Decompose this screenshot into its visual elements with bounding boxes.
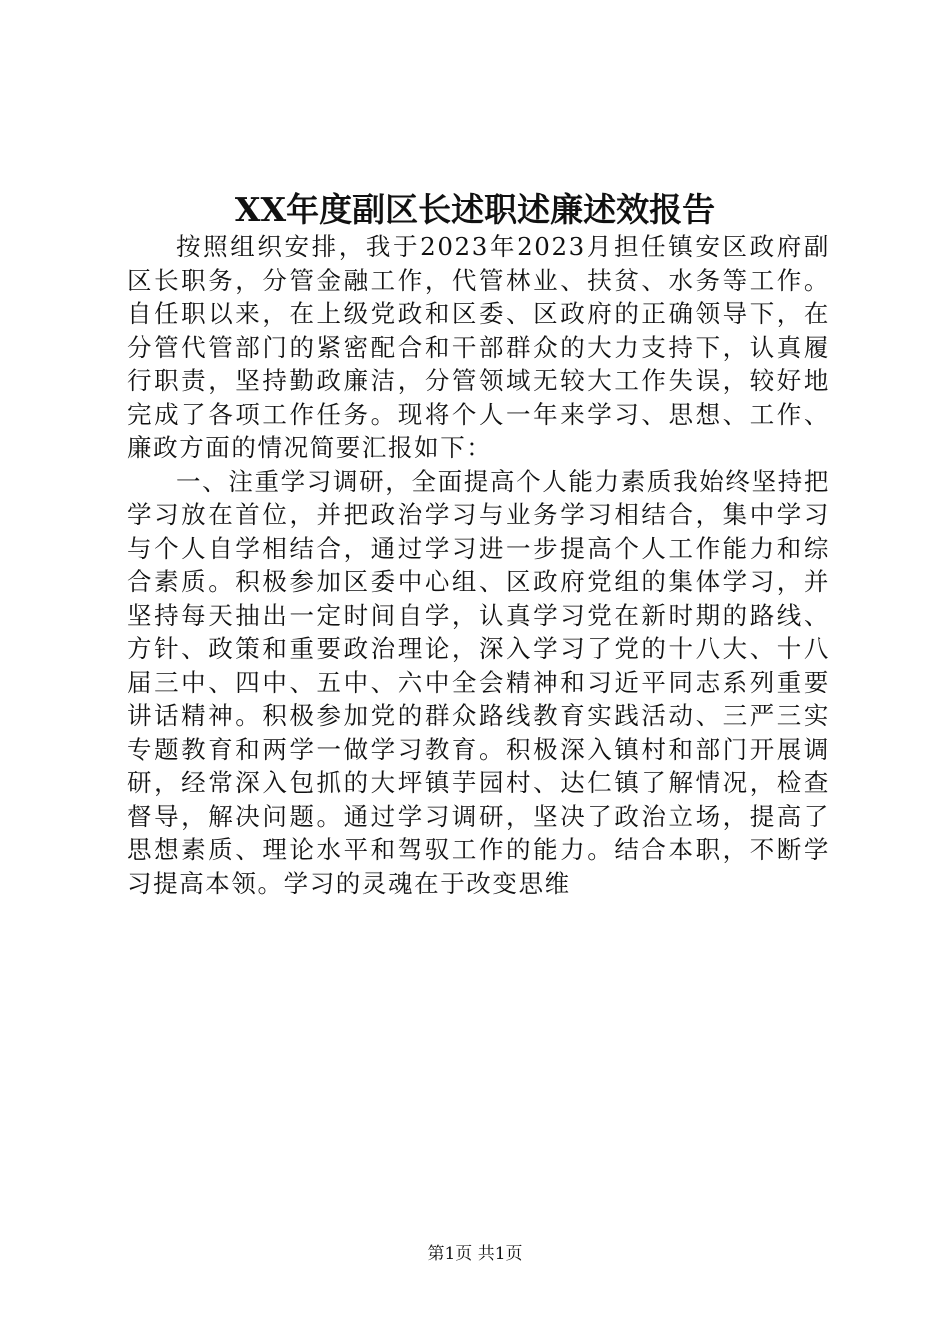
paragraph-study: 一、注重学习调研，全面提高个人能力素质我始终坚持把学习放在首位，并把政治学习与业务学习相结合，集中学习与个人自学相结合，通过学习进一步提高个人工作能力和综合素质。积极参加区委中心组、区政府党组的集体学习，并坚持每天抽出一定时间自学，认真学习党在新时期的路线、方针、政策和重要政治理论，深入学习了党的十八大、十八届三中、四中、五中、六中全会精神和习近平同志系列重要讲话精神。积极参加党的群众路线教育实践活动、三严三实专题教育和两学一做学习教育。积极深入镇村和部门开展调研，经常深入包抓的大坪镇芋园村、达仁镇了解情况，检查督导，解决问题。通过学习调研，坚决了政治立场，提高了思想素质、理论水平和驾驭工作的能力。结合本职，不断学习提高本领。学习的灵魂在于改变思维 [127,466,830,898]
document-body [127,230,830,900]
document-title: XX年度副区长述职述廉述效报告 [234,190,716,229]
paragraph-intro: 按照组织安排，我于2023年2023月担任镇安区政府副区长职务，分管金融工作，代管林业、扶贫、水务等工作。自任职以来，在上级党政和区委、区政府的正确领导下，在分管代管部门的紧密配合和干部群众的大力支持下，认真履行职责，坚持勤政廉洁，分管领域无较大工作失误，较好地完成了各项工作任务。现将个人一年来学习、思想、工作、廉政方面的情况简要汇报如下： [127,232,830,462]
page-number: 第1页 共1页 [427,1244,523,1264]
